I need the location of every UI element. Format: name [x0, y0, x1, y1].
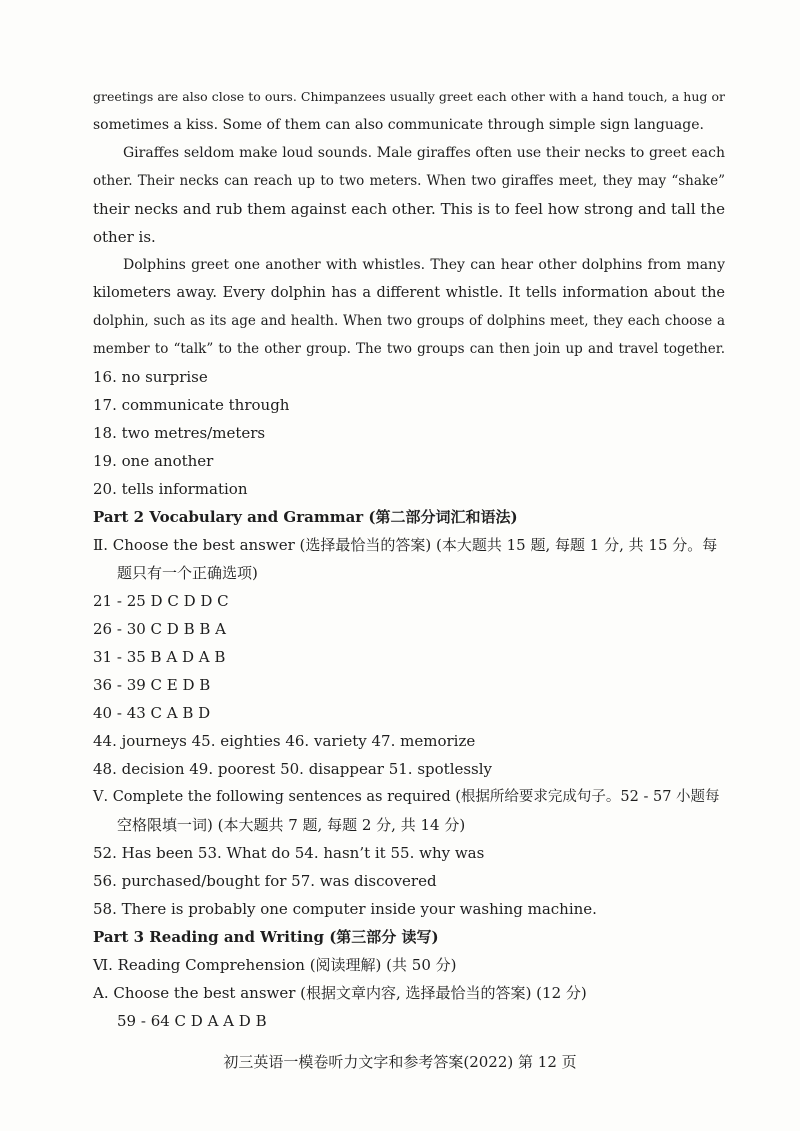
passage-line: Dolphins greet one another with whistles. They can hear other dolphins from many	[123, 257, 725, 273]
answer-line: 58. There is probably one computer inside your washing machine.	[93, 900, 597, 918]
answer-line: 19. one another	[93, 452, 214, 470]
passage-line: sometimes a kiss. Some of them can also communicate through simple sign language.	[93, 117, 704, 133]
section-instruction: Ⅵ. Reading Comprehension (阅读理解) (共 50 分)	[93, 956, 457, 974]
passage-line: member to “talk” to the other group. The two groups can then join up and travel together.	[93, 341, 725, 357]
answer-line: 48. decision 49. poorest 50. disappear 51. spotlessly	[93, 760, 493, 778]
section-heading: Part 3 Reading and Writing (第三部分 读写)	[93, 928, 439, 946]
answer-line: 16. no surprise	[93, 368, 208, 386]
answer-line: 40 - 43 C A B D	[93, 704, 211, 722]
section-instruction: Ⅱ. Choose the best answer (选择最恰当的答案) (本大题共 15 题, 每题 1 分, 共 15 分。每	[93, 536, 718, 554]
passage-line: other is.	[93, 228, 156, 246]
answer-line: 21 - 25 D C D D C	[93, 592, 229, 610]
answer-line: 52. Has been 53. What do 54. hasn’t it 55. why was	[93, 844, 485, 862]
passage-line: other. Their necks can reach up to two meters. When two giraffes meet, they may “shake”	[93, 173, 725, 189]
section-instruction: 空格限填一词) (本大题共 7 题, 每题 2 分, 共 14 分)	[117, 816, 466, 834]
answer-line: 36 - 39 C E D B	[93, 676, 211, 694]
answer-line: 56. purchased/bought for 57. was discovered	[93, 872, 437, 890]
section-instruction: 题只有一个正确选项)	[117, 564, 258, 582]
answer-line: 20. tells information	[93, 480, 248, 498]
section-instruction: A. Choose the best answer (根据文章内容, 选择最恰当的答案) (12 分)	[93, 984, 587, 1002]
section-heading: Part 2 Vocabulary and Grammar (第二部分词汇和语法)	[93, 508, 518, 526]
answer-line: 17. communicate through	[93, 396, 290, 414]
page-footer: 初三英语一模卷听力文字和参考答案(2022) 第 12 页	[223, 1053, 577, 1071]
answer-line: 44. journeys 45. eighties 46. variety 47. memorize	[93, 732, 476, 750]
passage-line: greetings are also close to ours. Chimpanzees usually greet each other with a hand touch, a hug or	[93, 89, 725, 104]
answer-line: 26 - 30 C D B B A	[93, 620, 227, 638]
passage-line: kilometers away. Every dolphin has a different whistle. It tells information about the	[93, 285, 725, 301]
passage-line: Giraffes seldom make loud sounds. Male giraffes often use their necks to greet each	[123, 145, 725, 161]
section-instruction: Ⅴ. Complete the following sentences as required (根据所给要求完成句子。52 - 57 小题每	[93, 789, 720, 805]
answer-line: 31 - 35 B A D A B	[93, 648, 226, 666]
answer-line: 18. two metres/meters	[93, 424, 266, 442]
passage-line: their necks and rub them against each other. This is to feel how strong and tall the	[93, 200, 725, 218]
answer-line: 59 - 64 C D A A D B	[117, 1012, 267, 1030]
passage-line: dolphin, such as its age and health. When two groups of dolphins meet, they each choose a	[93, 313, 725, 329]
